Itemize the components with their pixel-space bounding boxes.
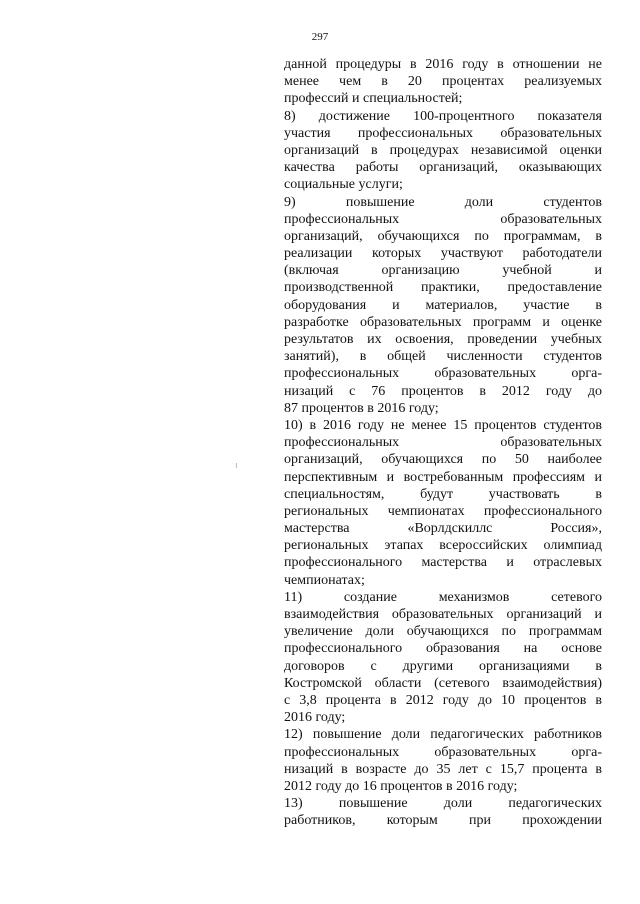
text-line: договоров с другими организациями в — [284, 658, 602, 674]
text-line: 2012 году до 16 процентов в 2016 году; — [284, 778, 518, 794]
text-line: региональных этапах всероссийских олимпиад — [284, 538, 602, 554]
text-line: перспективным и востребованным профессиям и — [284, 469, 602, 485]
text-line: организаций в процедурах независимой оценки — [284, 142, 602, 158]
text-line: профессиональных образовательных орга- — [284, 744, 602, 760]
text-line: менее чем в 20 процентах реализуемых — [284, 74, 602, 90]
text-line: 2016 году; — [284, 710, 346, 726]
text-line: реализации которых участвуют работодатели — [284, 246, 602, 262]
text-line: с 3,8 процента в 2012 году до 10 процентов в — [284, 692, 602, 708]
text-line: низаций с 76 процентов в 2012 году до — [284, 383, 602, 399]
text-line: 12) повышение доли педагогических работников — [284, 727, 602, 743]
text-line: 11) создание механизмов сетевого — [284, 589, 602, 605]
text-line: чемпионатах; — [284, 572, 365, 588]
text-line: производственной практики, предоставление — [284, 280, 602, 296]
text-line: Костромской области (сетевого взаимодействия) — [284, 675, 602, 691]
text-line: (включая организацию учебной и — [284, 263, 602, 279]
text-line: мастерства «Ворлдскиллс Россия», — [284, 521, 602, 537]
text-line: занятий), в общей численности студентов — [284, 349, 602, 365]
text-line: профессиональных образовательных — [284, 435, 602, 451]
text-line: специальностям, будут участвовать в — [284, 486, 602, 502]
text-line: региональных чемпионатах профессионального — [284, 503, 602, 519]
text-line: увеличение доли обучающихся по программам — [284, 624, 602, 640]
text-line: оборудования и материалов, участие в — [284, 297, 602, 313]
text-line: низаций в возрасте до 35 лет с 15,7 процента в — [284, 761, 602, 777]
text-line: разработке образовательных программ и оценке — [284, 314, 602, 330]
text-line: взаимодействия образовательных организаций и — [284, 607, 602, 622]
text-line: результатов их освоения, проведении учебных — [284, 332, 602, 347]
text-line: социальные услуги; — [284, 177, 403, 193]
text-line: 10) в 2016 году не менее 15 процентов студентов — [284, 417, 602, 433]
text-line: профессионального образования на основе — [284, 641, 602, 657]
text-line: профессиональных образовательных — [284, 211, 602, 227]
scan-speck — [236, 463, 237, 468]
text-line: профессиональных образовательных орга- — [284, 366, 602, 382]
document-text-column — [284, 56, 602, 829]
text-line: 9) повышение доли студентов — [284, 194, 602, 210]
text-line: профессионального мастерства и отраслевых — [284, 555, 602, 571]
text-line: участия профессиональных образовательных — [284, 125, 602, 141]
text-line: данной процедуры в 2016 году в отношении не — [284, 57, 602, 72]
text-line: работников, которым при прохождении — [284, 813, 602, 829]
text-line: организаций, обучающихся по программам, в — [284, 228, 602, 244]
text-line: качества работы организаций, оказывающих — [284, 160, 602, 176]
text-line: 8) достижение 100-процентного показателя — [284, 108, 602, 124]
text-line: профессий и специальностей; — [284, 91, 463, 107]
text-line: 87 процентов в 2016 году; — [284, 400, 439, 416]
text-line: 13) повышение доли педагогических — [284, 796, 602, 812]
text-line: организаций, обучающихся по 50 наиболее — [284, 452, 602, 468]
page-number: 297 — [311, 31, 329, 43]
